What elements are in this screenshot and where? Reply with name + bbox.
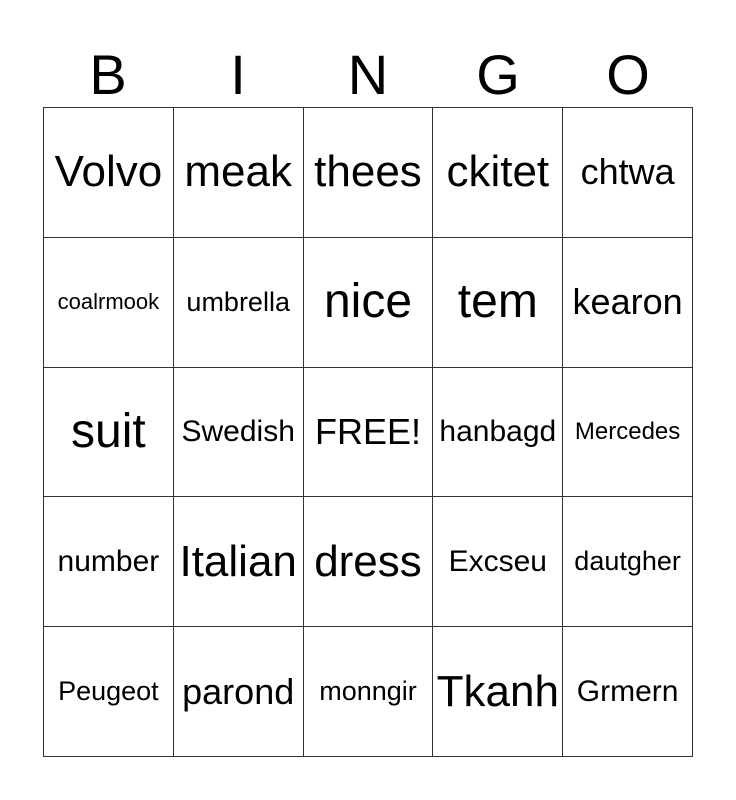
cell-word: Tkanh <box>436 666 559 716</box>
cell-word: Mercedes <box>574 417 681 445</box>
header-letter-i: I <box>230 43 246 106</box>
bingo-cell[interactable] <box>563 108 693 238</box>
bingo-header <box>43 42 693 108</box>
cell-word: umbrella <box>186 286 290 317</box>
bingo-cell[interactable] <box>433 108 563 238</box>
bingo-cell[interactable] <box>174 497 304 627</box>
bingo-cell[interactable] <box>433 497 563 627</box>
bingo-cell[interactable] <box>433 368 563 498</box>
cell-word: coalrmook <box>57 289 160 315</box>
cell-word: Grmern <box>576 674 679 708</box>
header-letter-g: G <box>476 43 520 106</box>
bingo-cell[interactable] <box>563 238 693 368</box>
bingo-cell[interactable] <box>563 497 693 627</box>
bingo-cell[interactable] <box>44 238 174 368</box>
cell-word: dautgher <box>574 546 681 577</box>
cell-word: hanbagd <box>439 414 557 448</box>
bingo-cell[interactable] <box>304 497 434 627</box>
cell-word: Peugeot <box>58 676 159 707</box>
header-letter-b: B <box>89 43 127 106</box>
cell-word: Excseu <box>448 544 547 578</box>
cell-word: ckitet <box>446 147 550 197</box>
header-letter-n: N <box>347 43 389 106</box>
cell-word: chtwa <box>580 151 675 193</box>
bingo-cell[interactable] <box>304 108 434 238</box>
bingo-cell[interactable] <box>304 627 434 757</box>
bingo-cell[interactable] <box>174 368 304 498</box>
cell-word: nice <box>323 275 413 329</box>
cell-word: suit <box>71 404 146 458</box>
bingo-cell[interactable] <box>44 497 174 627</box>
cell-word: Volvo <box>54 147 163 197</box>
cell-word: number <box>57 544 160 578</box>
cell-word: Italian <box>179 536 297 586</box>
bingo-cell[interactable] <box>563 627 693 757</box>
bingo-cell[interactable] <box>44 108 174 238</box>
cell-word: kearon <box>572 281 683 323</box>
bingo-cell[interactable] <box>563 368 693 498</box>
bingo-cell[interactable] <box>433 238 563 368</box>
cell-word: tem <box>457 275 538 329</box>
cell-word: meak <box>184 147 292 197</box>
cell-word: monngir <box>319 676 417 707</box>
cell-word: Swedish <box>181 414 295 448</box>
bingo-cell[interactable] <box>44 627 174 757</box>
bingo-cell[interactable] <box>174 238 304 368</box>
cell-word: parond <box>182 670 295 712</box>
bingo-free-space[interactable] <box>304 368 434 498</box>
bingo-cell[interactable] <box>433 627 563 757</box>
bingo-cell[interactable] <box>174 627 304 757</box>
free-space-label: FREE! <box>314 410 421 452</box>
cell-word: thees <box>314 147 422 197</box>
cell-word: dress <box>314 536 422 586</box>
bingo-card-grid <box>43 107 693 757</box>
header-letter-o: O <box>606 43 650 106</box>
bingo-cell[interactable] <box>44 368 174 498</box>
bingo-cell[interactable] <box>304 238 434 368</box>
bingo-cell[interactable] <box>174 108 304 238</box>
